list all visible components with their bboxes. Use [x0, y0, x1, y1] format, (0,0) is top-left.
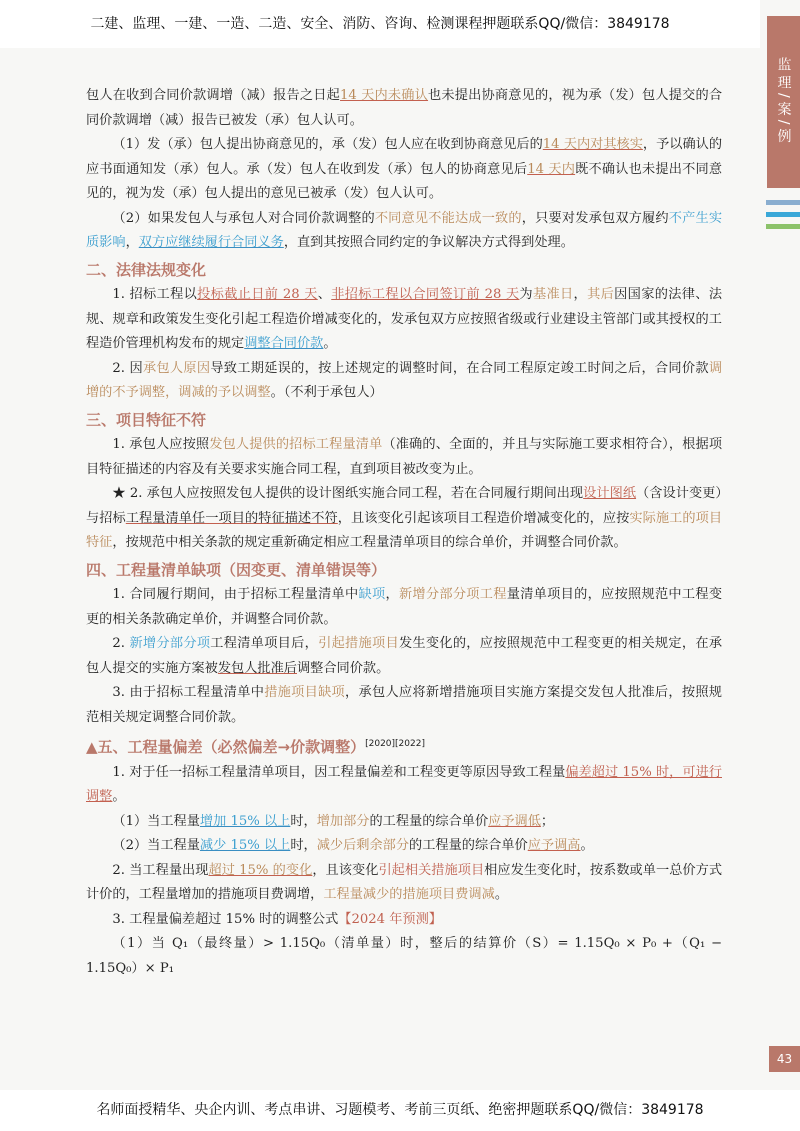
color-stripes — [766, 200, 800, 236]
top-banner: 二建、监理、一建、一造、二造、安全、消防、咨询、检测课程押题联系QQ/微信：3849178 — [0, 0, 760, 48]
main-content — [86, 84, 722, 981]
s3-paragraph-2: ★ 2. 承包人应按照发包人提供的设计图纸实施合同工程，若在合同履行期间出现设计图纸（含设计变更）与招标工程量清单任一项目的特征描述不符，且该变化引起该项目工程造价增减变化的，应按实际施工的项目特征，按规范中相关条款的规定重新确定相应工程量清单项目的综合单价，并调整合同价款。 — [86, 486, 723, 550]
section-heading-4: 四、工程量清单缺项（因变更、清单错误等） — [86, 560, 387, 579]
s2-paragraph-2: 2. 因承包人原因导致工期延误的，按上述规定的调整时间，在合同工程原定竣工时间之后，合同价款调增的不予调整，调减的予以调整。（不利于承包人） — [86, 360, 723, 400]
s5-paragraph-3: （2）当工程量减少 15% 以上时，减少后剩余部分的工程量的综合单价应予调高。 — [112, 838, 594, 853]
s2-paragraph-1: 1. 招标工程以投标截止日前 28 天、非招标工程以合同签订前 28 天为基准日，其后因国家的法律、法规、规章和政策发生变化引起工程造价增减变化的，发承包双方应按照省级或行业建设主管部门或其授权的工程造价管理机构发布的规定调整合同价款。 — [86, 287, 723, 351]
section-heading-3: 三、项目特征不符 — [86, 410, 207, 429]
section-heading-2: 二、法律法规变化 — [86, 260, 207, 279]
s5-formula: （1）当 Q₁（最终量）> 1.15Q₀（清单量）时，整后的结算价（S）= 1.15Q₀ × P₀ +（Q₁ − 1.15Q₀）× P₁ — [86, 936, 722, 976]
intro-paragraph-2: （1）发（承）包人提出协商意见的，承（发）包人应在收到协商意见后的14 天内对其核实，予以确认的应书面通知发（承）包人。承（发）包人在收到发（承）包人的协商意见后14 天内既不确认也未提出不同意见的，视为发（承）包人提出的意见已被承（发）包人认可。 — [86, 137, 723, 201]
side-section-tab: 监理/案/例 — [767, 16, 800, 188]
stripe-blue-light — [766, 200, 800, 205]
s3-paragraph-1: 1. 承包人应按照发包人提供的招标工程量清单（准确的、全面的，并且与实际施工要求相符合），根据项目特征描述的内容及有关要求实施合同工程，直到项目被改变为止。 — [86, 437, 723, 477]
page-number: 43 — [769, 1046, 800, 1072]
s5-paragraph-2: （1）当工程量增加 15% 以上时，增加部分的工程量的综合单价应予调低； — [112, 813, 555, 829]
s5-paragraph-4: 2. 当工程量出现超过 15% 的变化，且该变化引起相关措施项目相应发生变化时，按系数或单一总价方式计价的，工程量增加的措施项目费调增，工程量减少的措施项目费调减。 — [86, 862, 723, 902]
s4-paragraph-1: 1. 合同履行期间，由于招标工程量清单中缺项，新增分部分项工程量清单项目的，应按照规范中工程变更的相关条款确定单价，并调整合同价款。 — [86, 587, 723, 627]
s5-paragraph-1: 1. 对于任一招标工程量清单项目，因工程量偏差和工程变更等原因导致工程量偏差超过 15% 时，可进行调整。 — [86, 764, 722, 804]
stripe-blue — [766, 212, 800, 217]
s5-paragraph-5: 3. 工程量偏差超过 15% 时的调整公式【2024 年预测】 — [112, 911, 442, 927]
section-heading-5: ▲五、工程量偏差（必然偏差→价款调整）[2020][2022] — [86, 738, 425, 756]
intro-paragraph-1: 包人在收到合同价款调增（减）报告之日起14 天内未确认也未提出协商意见的，视为承（发）包人提交的合同价款调增（减）报告已被发（承）包人认可。 — [86, 88, 723, 128]
stripe-green — [766, 224, 800, 229]
s4-paragraph-3: 3. 由于招标工程量清单中措施项目缺项，承包人应将新增措施项目实施方案提交发包人批准后，按照规范相关规定调整合同价款。 — [86, 685, 722, 725]
bottom-banner: 名师面授精华、央企内训、考点串讲、习题模考、考前三页纸、绝密押题联系QQ/微信：3849178 — [0, 1090, 800, 1131]
s4-paragraph-2: 2. 新增分部分项工程清单项目后，引起措施项目发生变化的，应按照规范中工程变更的相关规定，在承包人提交的实施方案被发包人批准后调整合同价款。 — [86, 636, 723, 676]
intro-paragraph-3: （2）如果发包人与承包人对合同价款调整的不同意见不能达成一致的，只要对发承包双方履约不产生实质影响，双方应继续履行合同义务，直到其按照合同约定的争议解决方式得到处理。 — [86, 210, 723, 250]
